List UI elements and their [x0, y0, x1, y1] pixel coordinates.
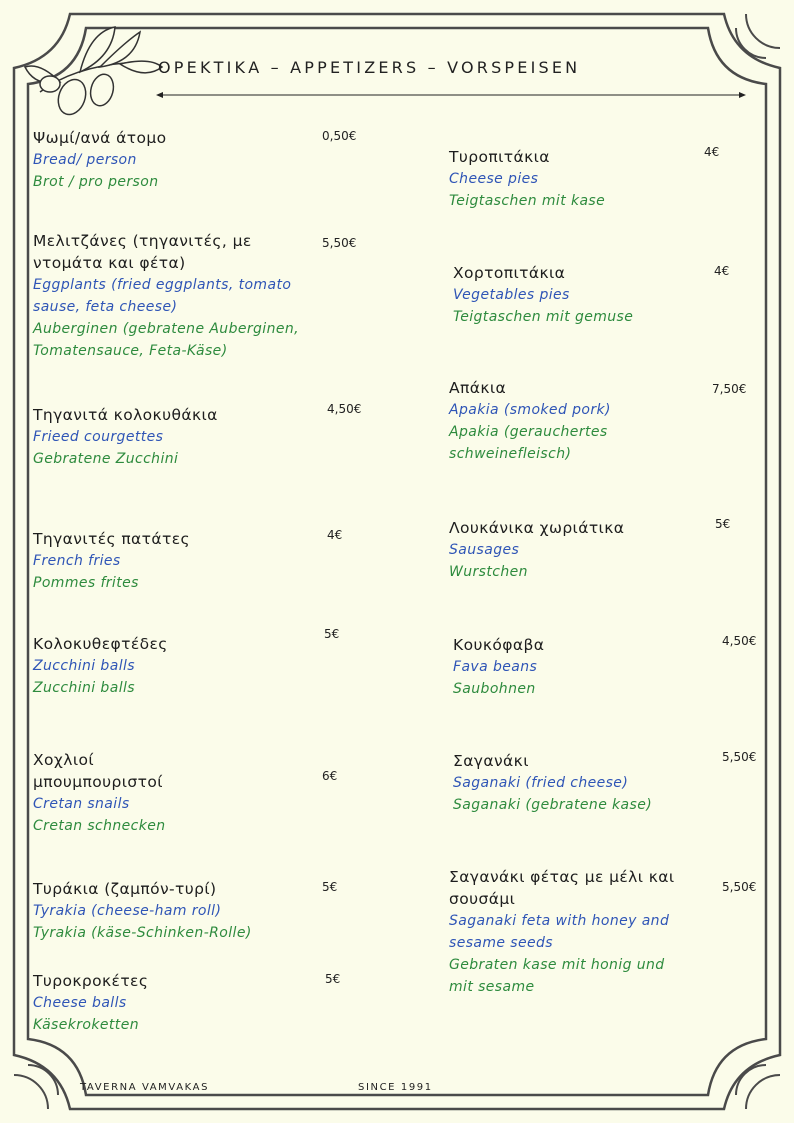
- item-english: Zucchini balls: [33, 658, 135, 674]
- menu-item: [33, 230, 308, 362]
- item-german: Teigtaschen mit gemuse: [453, 309, 634, 325]
- menu-item: [33, 970, 313, 1036]
- item-price: 7,50€: [712, 382, 747, 396]
- item-english: Cretan snails: [33, 796, 130, 812]
- menu-item: [33, 404, 313, 470]
- item-price: 5,50€: [722, 880, 757, 894]
- item-price: 4€: [327, 528, 343, 542]
- item-english: French fries: [33, 553, 121, 569]
- item-price: 5€: [715, 517, 731, 531]
- item-name: Ψωμί/ανά άτομο: [33, 129, 167, 147]
- item-price: 5,50€: [322, 236, 357, 250]
- item-german: Wurstchen: [449, 564, 528, 580]
- item-english: Saganaki (fried cheese): [453, 775, 629, 791]
- item-english: Sausages: [449, 542, 520, 558]
- item-german: Brot / pro person: [33, 174, 159, 190]
- item-german: Tyrakia (käse-Schinken-Rolle): [33, 925, 252, 941]
- item-german: Teigtaschen mit kase: [449, 193, 606, 209]
- menu-item: [453, 634, 708, 700]
- header-divider: [156, 89, 746, 101]
- menu-item: [33, 127, 313, 193]
- item-name: Λουκάνικα χωριάτικα: [449, 519, 625, 537]
- item-name: Κολοκυθεφτέδες: [33, 635, 168, 653]
- item-name: Χορτοπιτάκια: [453, 264, 566, 282]
- item-name: Τηγανιτά κολοκυθάκια: [33, 406, 218, 424]
- item-german: Pommes frites: [33, 575, 139, 591]
- item-english: Cheese balls: [33, 995, 127, 1011]
- item-name: Απάκια: [449, 379, 507, 397]
- item-english: Cheese pies: [449, 171, 539, 187]
- item-name: Κουκόφαβα: [453, 636, 545, 654]
- section-title: ΟΡΕΚΤΙΚΑ – APPETIZERS – VORSPEISEN: [158, 58, 581, 77]
- item-german: Apakia (gerauchertes schweinefleisch): [449, 424, 608, 462]
- item-english: Bread/ person: [33, 152, 137, 168]
- item-english: Frieed courgettes: [33, 429, 164, 445]
- item-name: Σαγανάκι φέτας με μέλι και σουσάμι: [449, 868, 675, 908]
- item-name: Τυροκροκέτες: [33, 972, 149, 990]
- item-name: Τυροπιτάκια: [449, 148, 550, 166]
- item-german: Saganaki (gebratene kase): [453, 797, 653, 813]
- item-english: Apakia (smoked pork): [449, 402, 611, 418]
- item-price: 5€: [325, 972, 341, 986]
- item-name: Χοχλιοί μπουμπουριστοί: [33, 751, 163, 791]
- item-german: Saubohnen: [453, 681, 536, 697]
- item-price: 6€: [322, 769, 338, 783]
- item-english: Fava beans: [453, 659, 538, 675]
- menu-item: [33, 528, 313, 594]
- menu-item: [33, 878, 313, 944]
- item-german: Cretan schnecken: [33, 818, 166, 834]
- item-price: 5,50€: [722, 750, 757, 764]
- item-price: 4€: [714, 264, 730, 278]
- menu-item: [449, 866, 689, 998]
- menu-item: [33, 749, 193, 837]
- menu-item: [453, 750, 708, 816]
- item-name: Σαγανάκι: [453, 752, 529, 770]
- item-english: Eggplants (fried eggplants, tomato sause, feta cheese): [33, 277, 292, 315]
- item-english: Saganaki feta with honey and sesame seeds: [449, 913, 670, 951]
- item-name: Τυράκια (ζαμπόν-τυρί): [33, 880, 217, 898]
- item-name: Μελιτζάνες (τηγανιτές, με ντομάτα και φέτα): [33, 232, 252, 272]
- menu-item: [33, 633, 313, 699]
- item-price: 5€: [322, 880, 338, 894]
- item-english: Tyrakia (cheese-ham roll): [33, 903, 222, 919]
- menu-item: [449, 517, 709, 583]
- item-price: 4,50€: [722, 634, 757, 648]
- item-german: Gebraten kase mit honig und mit sesame: [449, 957, 665, 995]
- footer-since: SINCE 1991: [358, 1082, 433, 1093]
- item-german: Gebratene Zucchini: [33, 451, 179, 467]
- item-price: 4€: [704, 145, 720, 159]
- item-german: Auberginen (gebratene Auberginen, Tomatensauce, Feta-Käse): [33, 321, 300, 359]
- item-price: 4,50€: [327, 402, 362, 416]
- item-german: Käsekroketten: [33, 1017, 139, 1033]
- menu-item: [453, 262, 708, 328]
- item-price: 5€: [324, 627, 340, 641]
- menu-item: [449, 377, 679, 465]
- olive-branch-icon: [20, 22, 170, 122]
- item-english: Vegetables pies: [453, 287, 570, 303]
- footer-brand: TAVERNA VAMVAKAS: [80, 1082, 210, 1093]
- menu-item: [449, 146, 709, 212]
- item-name: Τηγανιτές πατάτες: [33, 530, 191, 548]
- item-german: Zucchini balls: [33, 680, 135, 696]
- item-price: 0,50€: [322, 129, 357, 143]
